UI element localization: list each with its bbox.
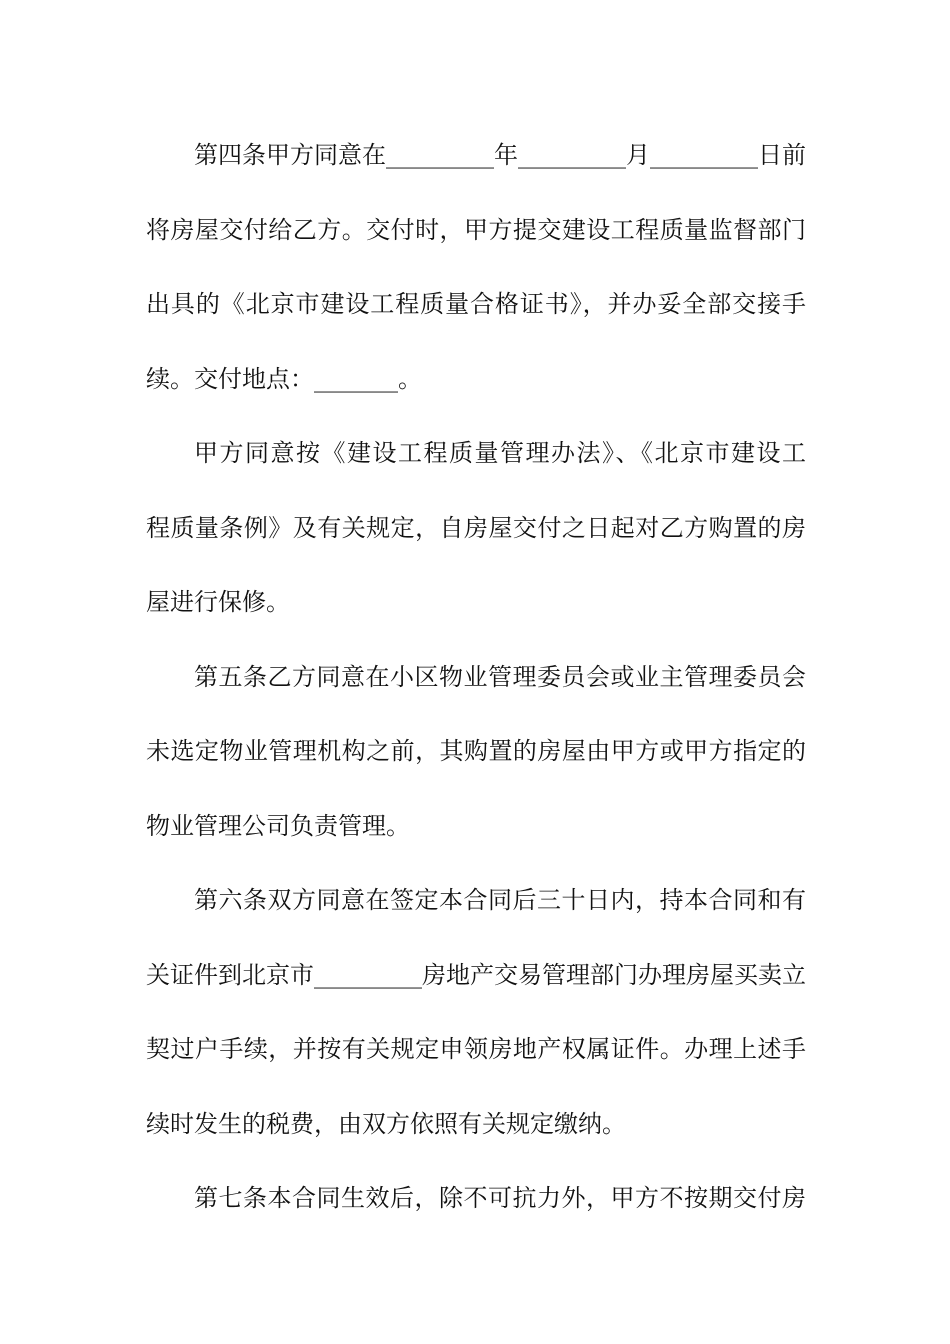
text-line-article-5-start: 第五条乙方同意在小区物业管理委员会或业主管理委员会 bbox=[194, 662, 806, 691]
text-line: 程质量条例》及有关规定，自房屋交付之日起对乙方购置的房 bbox=[146, 513, 806, 542]
text-line-article-6-start: 第六条双方同意在签定本合同后三十日内，持本合同和有 bbox=[194, 886, 806, 914]
text-line: 续。交付地点：_______。 bbox=[146, 364, 422, 393]
text-line: 续时发生的税费，由双方依照有关规定缴纳。 bbox=[146, 1109, 626, 1138]
text-line-article-4-start: 第四条甲方同意在_________年_________月_________日前 bbox=[194, 141, 806, 169]
text-line: 屋进行保修。 bbox=[146, 588, 290, 616]
text-line: 出具的《北京市建设工程质量合格证书》，并办妥全部交接手 bbox=[146, 290, 806, 318]
contract-text bbox=[146, 118, 806, 1236]
text-line-article-7-start: 第七条本合同生效后，除不可抗力外，甲方不按期交付房 bbox=[194, 1184, 806, 1212]
text-line: 关证件到北京市_________房地产交易管理部门办理房屋买卖立 bbox=[146, 960, 806, 989]
text-line: 契过户手续，并按有关规定申领房地产权属证件。办理上述手 bbox=[146, 1035, 806, 1063]
text-line-warranty-start: 甲方同意按《建设工程质量管理办法》、《北京市建设工 bbox=[194, 439, 806, 467]
text-line: 物业管理公司负责管理。 bbox=[146, 811, 410, 840]
text-line: 将房屋交付给乙方。交付时，甲方提交建设工程质量监督部门 bbox=[146, 215, 806, 244]
text-line: 未选定物业管理机构之前，其购置的房屋由甲方或甲方指定的 bbox=[146, 737, 806, 765]
